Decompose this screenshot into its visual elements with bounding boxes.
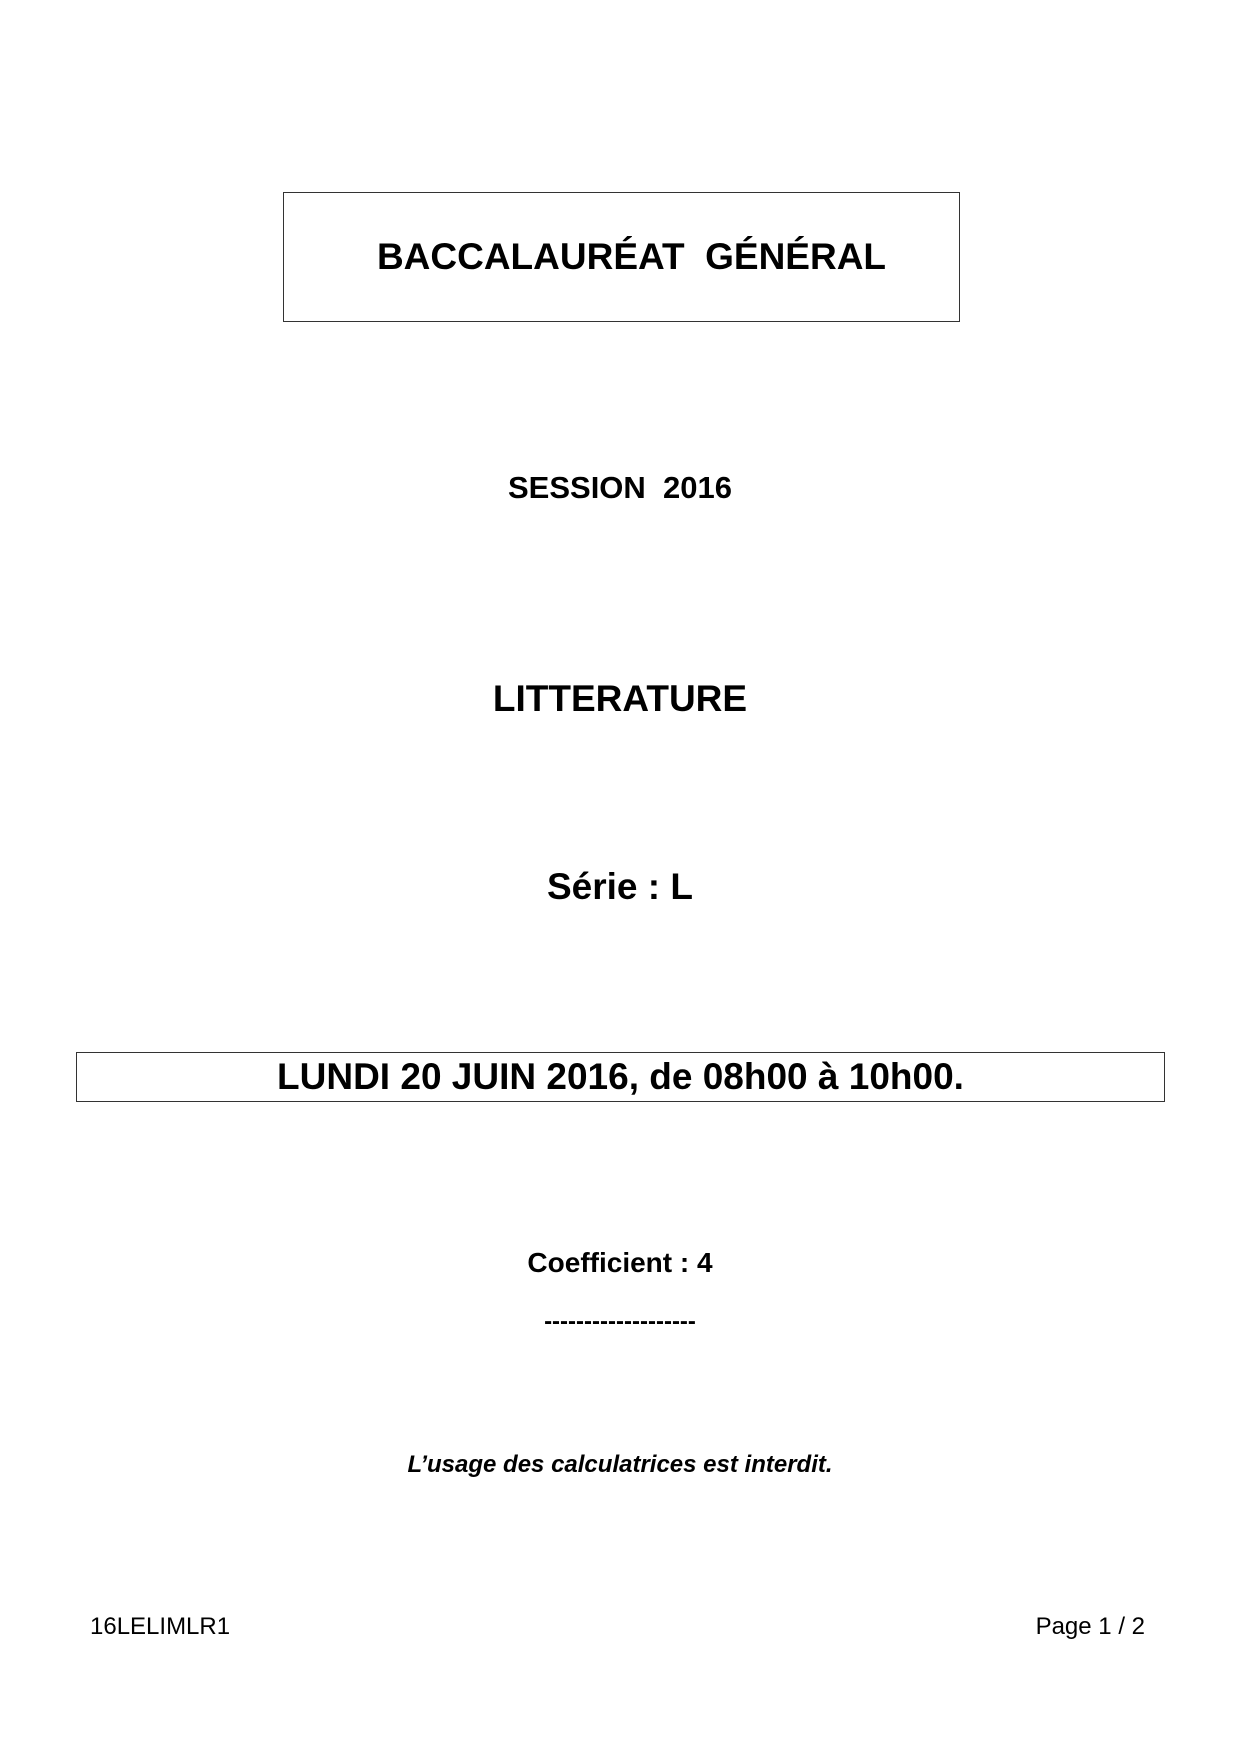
calculator-notice: L’usage des calculatrices est interdit. bbox=[407, 1451, 833, 1478]
page-number: Page 1 / 2 bbox=[1035, 1613, 1145, 1640]
exam-title-box bbox=[283, 192, 960, 322]
exam-date-box bbox=[76, 1052, 1165, 1102]
subject-label: LITTERATURE bbox=[492, 678, 748, 719]
session-label: SESSION 2016 bbox=[507, 470, 732, 505]
exam-date: LUNDI 20 JUIN 2016, de 08h00 à 10h00. bbox=[277, 1056, 964, 1097]
document-code: 16LELIMLR1 bbox=[90, 1613, 231, 1640]
serie-label: Série : L bbox=[547, 866, 693, 907]
coefficient-label: Coefficient : 4 bbox=[527, 1247, 713, 1278]
separator-line: ------------------- bbox=[544, 1308, 696, 1335]
exam-title: BACCALAURÉAT GÉNÉRAL bbox=[376, 236, 887, 277]
